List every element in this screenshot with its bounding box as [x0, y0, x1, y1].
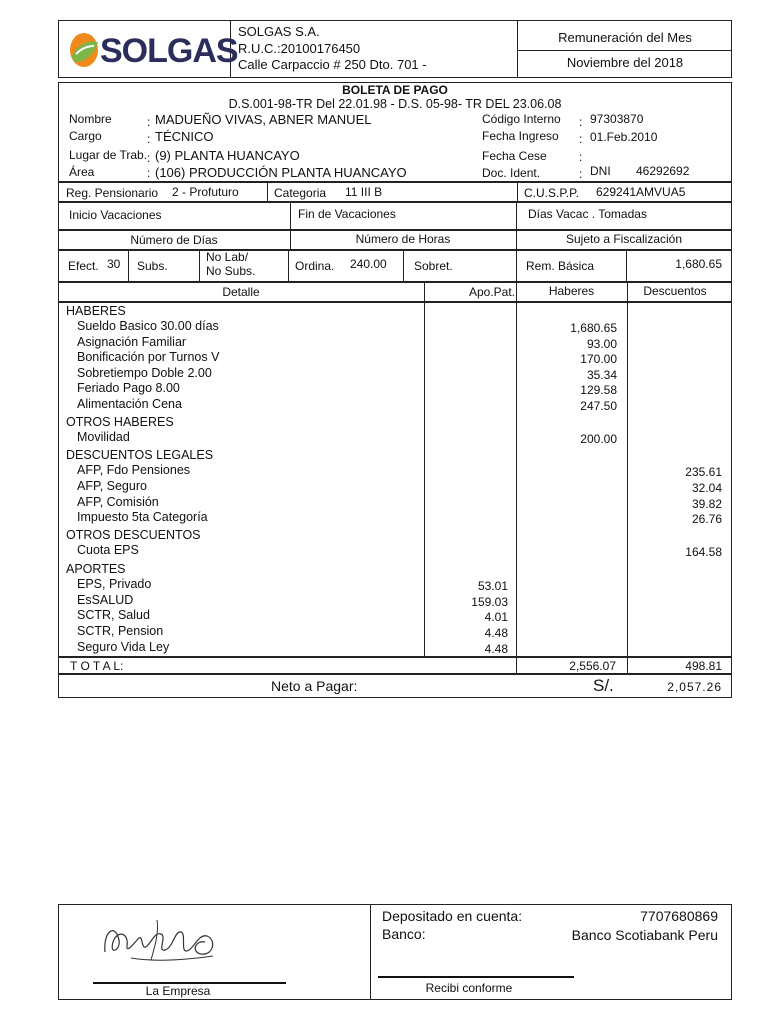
col-apo: Apo.Pat. — [468, 285, 516, 299]
nombre-label: Nombre — [69, 112, 112, 126]
row-label: Alimentación Cena — [77, 397, 182, 411]
ordina-value: 240.00 — [350, 257, 387, 271]
row-haberes: 1,680.65 — [570, 321, 617, 335]
section-header: HABERES — [66, 304, 126, 318]
company-logo — [66, 28, 238, 72]
row-label: AFP, Seguro — [77, 479, 147, 493]
section-header: OTROS DESCUENTOS — [66, 528, 201, 542]
row-haberes: 35.34 — [586, 368, 617, 382]
dias-header: Número de Días — [130, 233, 218, 247]
empresa-label: La Empresa — [145, 984, 211, 998]
counts-divider — [516, 250, 517, 282]
row-descuentos: 164.58 — [685, 545, 722, 559]
cargo-value: TÉCNICO — [155, 129, 214, 144]
cargo-label: Cargo — [69, 129, 102, 143]
row-descuentos: 32.04 — [691, 481, 722, 495]
neto-label: Neto a Pagar: — [271, 678, 358, 694]
solgas-logo-icon — [66, 30, 102, 70]
row-apo: 4.01 — [484, 610, 508, 624]
pension-divider — [267, 182, 268, 202]
cat-value: 11 III B — [345, 185, 383, 199]
cese-colon: : — [579, 150, 583, 164]
row-label: EPS, Privado — [77, 577, 152, 591]
counts-divider — [199, 250, 200, 282]
company-address: Calle Carpaccio # 250 Dto. 701 - — [238, 57, 427, 72]
row-label: Feriado Pago 8.00 — [77, 381, 180, 395]
company-name: SOLGAS S.A. — [238, 24, 320, 39]
row-apo: 53.01 — [477, 579, 508, 593]
row-descuentos: 235.61 — [685, 465, 722, 479]
row-descuentos: 26.76 — [691, 512, 722, 526]
row-label: SCTR, Pension — [77, 624, 164, 638]
signature-image — [95, 912, 235, 972]
row-apo: 4.48 — [484, 626, 508, 640]
row-haberes: 93.00 — [586, 337, 617, 351]
section-header: DESCUENTOS LEGALES — [66, 448, 214, 462]
cat-label: Categoria — [274, 186, 327, 200]
horas-header: Número de Horas — [355, 232, 451, 246]
codigo-label: Código Interno — [482, 112, 561, 126]
deposito-value: 7707680869 — [640, 908, 718, 924]
col-haberes: Haberes — [548, 284, 595, 298]
row-descuentos: 39.82 — [691, 497, 722, 511]
total-descuentos: 498.81 — [685, 659, 722, 673]
nombre-colon: : — [147, 115, 151, 129]
row-apo: 159.03 — [471, 595, 508, 609]
section-header: APORTES — [66, 562, 126, 576]
area-label: Área — [69, 165, 95, 179]
neto-currency: S/. — [593, 676, 614, 695]
ordina-label: Ordina. — [295, 259, 335, 273]
row-label: Cuota EPS — [77, 543, 139, 557]
boleta-decree: D.S.001-98-TR Del 22.01.98 - D.S. 05-98- TR DEL 23.06.08 — [228, 97, 562, 111]
boleta-title: BOLETA DE PAGO — [342, 83, 448, 97]
doc-number: 46292692 — [636, 164, 690, 178]
row-label: Movilidad — [77, 430, 130, 444]
banco-value: Banco Scotiabank Peru — [571, 927, 718, 943]
header-divider — [517, 50, 732, 51]
nosubs-label: No Subs. — [206, 264, 256, 278]
ingreso-value: 01.Feb.2010 — [590, 130, 658, 144]
vacaciones-divider — [290, 202, 291, 230]
company-ruc: R.U.C.:20100176450 — [238, 41, 361, 56]
cuspp-label: C.U.S.P.P. — [524, 186, 579, 200]
row-label: Seguro Vida Ley — [77, 640, 170, 654]
row-haberes: 200.00 — [580, 432, 617, 446]
total-haberes: 2,556.07 — [569, 659, 616, 673]
ingreso-label: Fecha Ingreso — [482, 129, 559, 143]
total-label: T O T A L: — [70, 659, 124, 673]
efect-label: Efect. — [68, 259, 99, 273]
area-value: (106) PRODUCCIÓN PLANTA HUANCAYO — [155, 165, 407, 180]
codigo-colon: : — [579, 115, 583, 129]
banco-label: Banco: — [382, 926, 426, 942]
deposito-label: Depositado en cuenta: — [382, 908, 523, 924]
row-haberes: 247.50 — [580, 399, 617, 413]
section-header: OTROS HABERES — [66, 415, 174, 429]
reg-value: 2 - Profuturo — [172, 185, 239, 199]
col-descuentos: Descuentos — [643, 284, 707, 298]
subs-label: Subs. — [137, 259, 168, 273]
nombre-value: MADUEÑO VIVAS, ABNER MANUEL — [155, 112, 372, 127]
area-colon: : — [147, 166, 151, 180]
inicio-vacaciones: Inicio Vacaciones — [69, 208, 162, 222]
neto-value: 2,057.26 — [667, 680, 722, 694]
row-label: Sueldo Basico 30.00 días — [77, 319, 219, 333]
rem-label: Rem. Básica — [526, 259, 595, 273]
logo-text: SOLGAS — [100, 32, 238, 70]
nolab-label: No Lab/ — [206, 250, 249, 264]
vacaciones-divider — [516, 202, 517, 230]
lugar-colon: : — [147, 151, 151, 165]
row-label: AFP, Fdo Pensiones — [77, 463, 191, 477]
row-label: Asignación Familiar — [77, 335, 187, 349]
doc-type: DNI — [590, 164, 611, 178]
row-haberes: 129.58 — [580, 383, 617, 397]
row-label: Sobretiempo Doble 2.00 — [77, 366, 212, 380]
dias-tomadas: Días Vacac . Tomadas — [528, 207, 647, 221]
cargo-colon: : — [147, 132, 151, 146]
codigo-value: 97303870 — [590, 112, 644, 126]
footer-divider — [370, 904, 371, 1000]
row-label: Bonificación por Turnos V — [77, 350, 220, 364]
doc-colon: : — [579, 167, 583, 181]
col-detalle: Detalle — [222, 285, 260, 299]
row-haberes: 170.00 — [580, 352, 617, 366]
row-label: Impuesto 5ta Categoría — [77, 510, 208, 524]
period-month: Noviembre del 2018 — [566, 55, 684, 70]
row-label: AFP, Comisión — [77, 495, 159, 509]
period-label: Remuneración del Mes — [558, 30, 692, 45]
reg-label: Reg. Pensionario — [66, 186, 159, 200]
fiscal-header: Sujeto a Fiscalización — [565, 232, 683, 246]
counts-divider — [403, 250, 404, 282]
row-label: EsSALUD — [77, 593, 134, 607]
cuspp-value: 629241AMVUA5 — [596, 185, 686, 199]
cese-label: Fecha Cese — [482, 149, 547, 163]
ingreso-colon: : — [579, 132, 583, 146]
row-label: SCTR, Salud — [77, 608, 150, 622]
pension-divider — [517, 182, 518, 202]
lugar-label: Lugar de Trab. — [69, 148, 148, 162]
sobret-label: Sobret. — [414, 259, 453, 273]
recibi-signature-line — [378, 976, 574, 978]
recibi-label: Recibi conforme — [425, 981, 513, 995]
row-apo: 4.48 — [484, 642, 508, 656]
efect-value: 30 — [107, 257, 121, 271]
fin-vacaciones: Fin de Vacaciones — [298, 207, 396, 221]
lugar-value: (9) PLANTA HUANCAYO — [155, 148, 300, 163]
counts-divider — [128, 250, 129, 282]
counts-divider — [288, 250, 289, 282]
rem-value: 1,680.65 — [675, 257, 722, 271]
doc-label: Doc. Ident. — [482, 166, 541, 180]
